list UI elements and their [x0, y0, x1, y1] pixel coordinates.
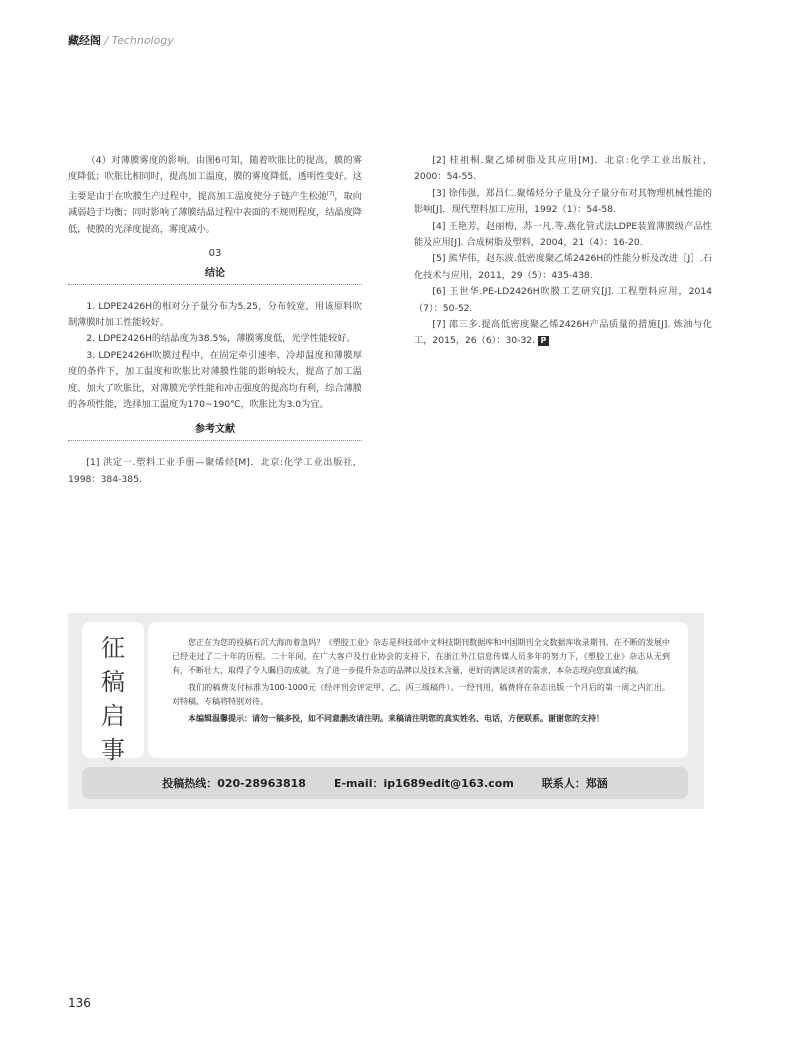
left-column [68, 153, 362, 488]
intro-paragraph: （4）对薄膜雾度的影响。由图6可知，随着吹胀比的提高，膜的雾度降低；吹胀比相同时，提高加工温度，膜的雾度降低，透明性变好。这主要是由于在吹膜生产过程中，提高加工温度使分子链产生松弛[7]，取向减弱趋于均衡；同时影响了薄膜结晶过程中表面的不规则程度，结晶度降低，使膜的光泽度提高，雾度减小。 [68, 155, 362, 235]
hotline: 投稿热线：020-28963818 [162, 777, 306, 790]
contact-person: 联系人：郑涵 [541, 777, 608, 790]
section-number: 03 [208, 248, 222, 260]
right-column [414, 153, 712, 350]
conclusion-item: 2. LDPE2426H的结晶度为38.5%，薄膜雾度低，光学性能较好。 [86, 333, 356, 345]
heading-char: 启 [101, 702, 125, 730]
magazine-section-name: 藏经阁 [68, 34, 101, 47]
reference-item: [3] 徐伟强，郑昌仁.聚烯烃分子量及分子量分布对其物理机械性能的影响[J]．现代塑料加工应用，1992（1）：54-58. [414, 187, 712, 216]
editor-tip: 本编辑温馨提示：请勿一稿多投，如不同意删改请注明。来稿请注明您的真实姓名、电话，方便联系。谢谢您的支持！ [188, 714, 604, 723]
call-paragraph: 您正在为您的投稿石沉大海而着急吗？《塑胶工业》杂志是科技部中文科技期刊数据库和中国期刊全文数据库收录期刊，在不断的发展中已经走过了二十年的历程。二十年间，在广大客户及行业协会的支持下，在浙江外江信息传媒人员多年的努力下，《塑胶工业》杂志从无到有，不断壮大，取得了令人瞩目的成就。为了进一步提升杂志的品牌以及技术含量，更好的满足读者的需求，本杂志现向您真诚约稿。 [172, 638, 670, 675]
reference-item: [6] 王世华.PE-LD2426H吹膜工艺研究[J]. 工程塑料应用，2014（7）：50-52. [414, 286, 712, 314]
call-for-papers-heading [82, 622, 144, 764]
email-link[interactable]: E-mail：ip1689edit@163.com [333, 777, 514, 790]
call-paragraph: 我们的稿费支付标准为100-1000元（经评刊会评定甲、乙、丙三级稿件）。一经刊用，稿费将在杂志出版一个月后的第一周之内汇出。对特稿、专稿将特别对待。 [172, 683, 670, 706]
page-header [68, 32, 174, 48]
section-divider [68, 281, 362, 285]
conclusion-item: 3. LDPE2426H吹膜过程中，在固定牵引速率、冷却温度和薄膜厚度的条件下，加工温度和吹胀比对薄膜性能的影响较大，提高了加工温度、加大了吹胀比，对薄膜光学性能和冲击强度的提高均有利，综合薄膜的各项性能，选择加工温度为170~190℃，吹胀比为3.0为宜。 [68, 349, 362, 410]
reference-item: [4] 王艳芳，赵丽梅，苏一凡.等.燕化管式法LDPE装置薄膜级产品性能及应用[J]. 合成树脂及塑料，2004，21（4）：16-20. [414, 220, 712, 249]
section-title: 结论 [205, 267, 225, 279]
reference-item: [1] 洪定一.塑料工业手册—聚烯烃[M]．北京:化学工业出版社，1998：384-385. [68, 457, 362, 485]
heading-char: 征 [101, 634, 125, 662]
references-title: 参考文献 [195, 424, 235, 436]
page-number: 136 [68, 996, 91, 1010]
heading-char: 事 [101, 736, 125, 764]
call-for-papers-body [148, 622, 688, 758]
citation-superscript: [7] [327, 190, 335, 197]
conclusion-item: 1. LDPE2426H的相对分子量分布为5.25，分布较宽，用该原料吹制薄膜时加工性能较好。 [68, 300, 362, 328]
header-category: Technology [111, 34, 174, 47]
contact-bar [82, 767, 688, 799]
reference-item: [5] 熊华伟，赵东波.低密度聚乙烯2426H的性能分析及改进［J］.石化技术与应用，2011，29（5）：435-438. [414, 253, 712, 281]
article-end-icon: P [538, 336, 549, 346]
header-separator: / [101, 34, 112, 47]
heading-char: 稿 [101, 668, 125, 696]
references-divider [68, 437, 362, 441]
reference-item: [2] 桂祖桐.聚乙烯树脂及其应用[M]．北京:化学工业出版社，2000：54-55. [414, 155, 712, 183]
reference-item: [7] 邵三多.提高低密度聚乙烯2426H产品质量的措施[J]. 炼油与化工，2015，26（6）：30-32. P [414, 319, 712, 347]
